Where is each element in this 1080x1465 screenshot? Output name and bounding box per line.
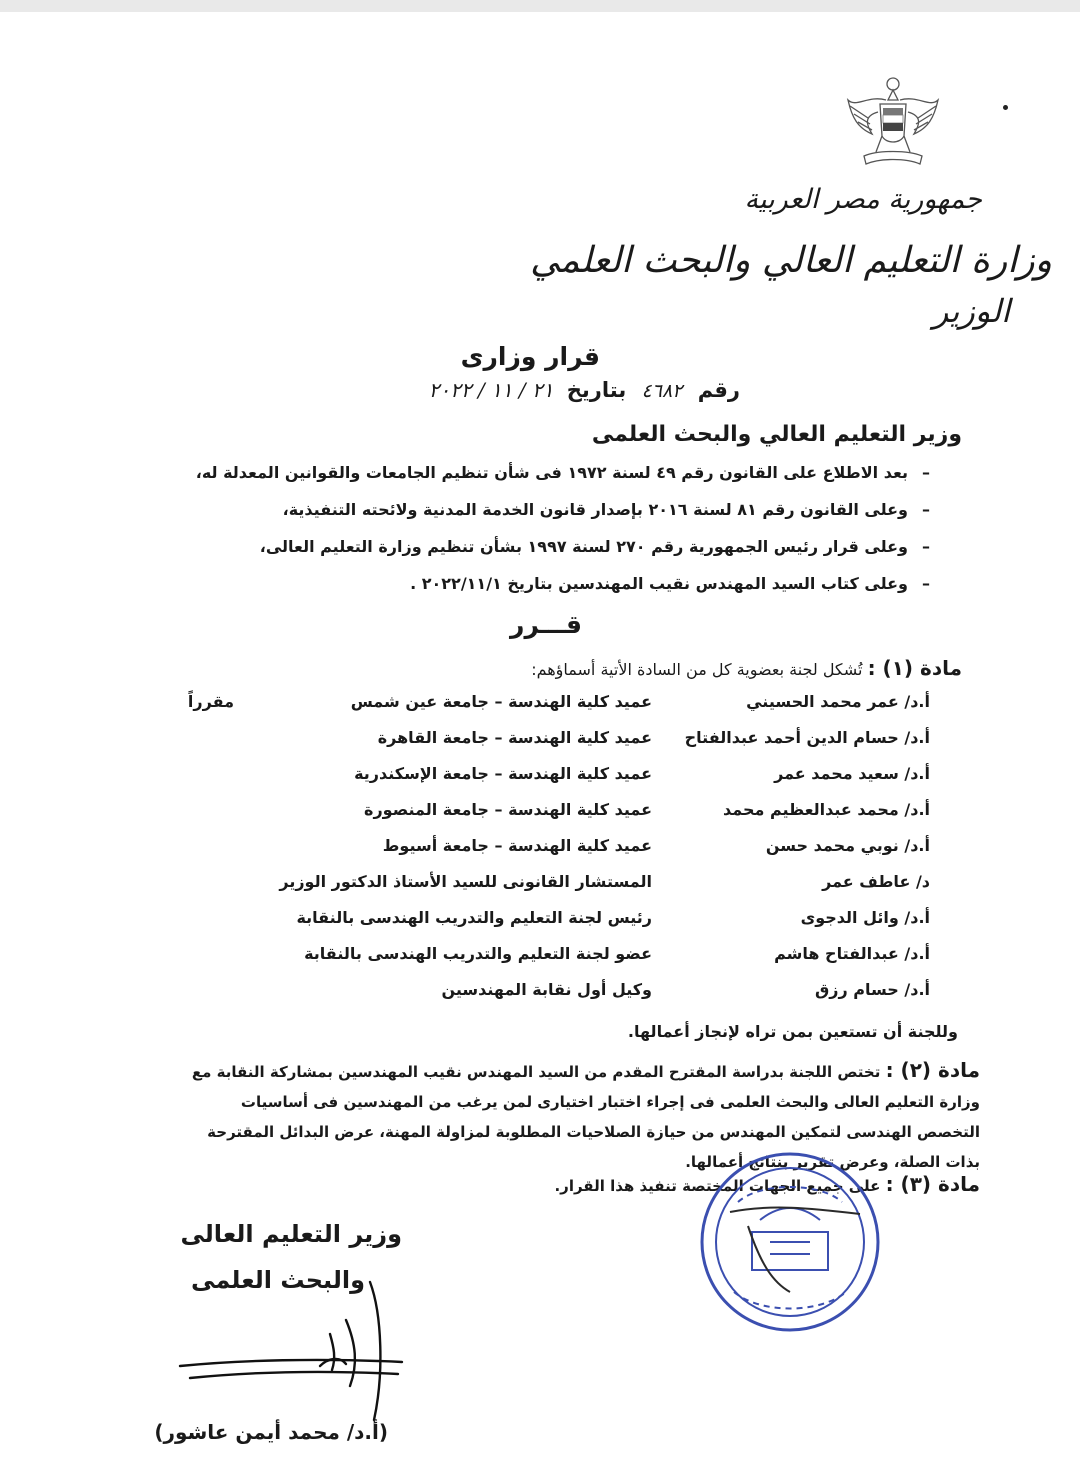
ministry-seal-stamp (690, 1142, 890, 1342)
member-role: عميد كلية الهندسة – جامعة أسيوط (382, 836, 652, 855)
decision-date: ٢١ / ١١ / ٢٠٢٢ (428, 378, 554, 402)
decision-number: ٤٦٨٢ (641, 380, 683, 402)
member-name: أ.د/ عمر محمد الحسيني (746, 692, 930, 711)
signatory-title-line1: وزير التعليم العالى (180, 1220, 402, 1248)
number-label: رقم (697, 378, 740, 402)
decision-title: قرار وزارى (460, 342, 600, 371)
scan-speck (1003, 105, 1008, 110)
article-1 (531, 656, 962, 680)
decree-word: قـــرر (510, 610, 582, 639)
minister-header: الوزير (932, 292, 1010, 330)
preamble-item: – وعلى القانون رقم ٨١ لسنة ٢٠١٦ بإصدار قانون الخدمة المدنية ولائحته التنفيذية، (90, 499, 930, 536)
member-role: عميد كلية الهندسة – جامعة القاهرة (377, 728, 652, 747)
member-row (150, 692, 930, 728)
article-2-label: مادة (٢) : (885, 1058, 980, 1082)
committee-members (150, 692, 930, 1016)
member-role: عميد كلية الهندسة – جامعة الإسكندرية (354, 764, 652, 783)
committee-help-note: وللجنة أن تستعين بمن تراه لإنجاز أعمالها. (627, 1022, 958, 1041)
member-name: أ.د/ حسام الدين أحمد عبدالفتاح (684, 728, 930, 747)
member-name: أ.د/ نوبي محمد حسن (765, 836, 930, 855)
member-name: د/ عاطف عمر (822, 872, 930, 891)
preamble-item: – وعلى كتاب السيد المهندس نقيب المهندسين بتاريخ ٢٠٢٢/١١/١ . (90, 573, 930, 610)
member-row (150, 800, 930, 836)
signatory-title-line2: والبحث العلمى (191, 1266, 365, 1294)
preamble-item: – وعلى قرار رئيس الجمهورية رقم ٢٧٠ لسنة ١٩٩٧ بشأن تنظيم وزارة التعليم العالى، (90, 536, 930, 573)
eagle-emblem-icon (838, 70, 948, 180)
article-3-text: على جميع الجهات المختصة تنفيذ هذا القرار. (554, 1177, 881, 1195)
republic-header: جمهورية مصر العربية (744, 184, 982, 215)
member-note: مقرراً (187, 692, 234, 711)
member-role: المستشار القانونى للسيد الأستاذ الدكتور الوزير (279, 872, 652, 891)
decision-number-line (423, 378, 740, 402)
member-role: عميد كلية الهندسة – جامعة المنصورة (364, 800, 652, 819)
article-2-text: تختص اللجنة بدراسة المقترح المقدم من السيد المهندس نقيب المهندسين بمشاركة النقابة مع وزارة التعليم العالى والبحث العلمى فى إجراء اختبار اختيارى لمن يرغب من المهندسين فى أساسيات التخصص الهندسى لتمكين المهندس من حيازة الصلاحيات المطلوبة لمزاولة المهنة، عرض البدائل المقترحة بذات الصلة، وعرض تقرير بنتائج أعمالها. (191, 1063, 980, 1171)
member-row (150, 980, 930, 1016)
member-name: أ.د/ حسام رزق (814, 980, 930, 999)
preamble-list (90, 462, 930, 610)
member-name: أ.د/ محمد عبدالعظيم محمد (722, 800, 930, 819)
member-row (150, 872, 930, 908)
signatory-name: (أ.د/ محمد أيمن عاشور) (154, 1420, 388, 1444)
member-role: عضو لجنة التعليم والتدريب الهندسى بالنقابة (304, 944, 652, 963)
member-row (150, 728, 930, 764)
handwritten-signature (170, 1274, 410, 1424)
member-role: عميد كلية الهندسة – جامعة عين شمس (350, 692, 652, 711)
issuing-minister: وزير التعليم العالي والبحث العلمى (591, 422, 962, 447)
member-name: أ.د/ سعيد محمد عمر (774, 764, 930, 783)
preamble-item: – بعد الاطلاع على القانون رقم ٤٩ لسنة ١٩٧٢ فى شأن تنظيم الجامعات والقوانين المعدلة له، (90, 462, 930, 499)
article-1-label: مادة (١) : (867, 656, 962, 680)
member-name: أ.د/ وائل الدجوى (800, 908, 930, 927)
member-row (150, 908, 930, 944)
article-1-text: تُشكل لجنة بعضوية كل من السادة الأتية أسماؤهم: (531, 660, 863, 679)
member-name: أ.د/ عبدالفتاح هاشم (774, 944, 930, 963)
member-role: رئيس لجنة التعليم والتدريب الهندسى بالنقابة (296, 908, 652, 927)
member-role: وكيل أول نقابة المهندسين (441, 980, 652, 999)
decree-document (0, 12, 1080, 1465)
member-row (150, 944, 930, 980)
member-row (150, 836, 930, 872)
member-row (150, 764, 930, 800)
ministry-header: وزارة التعليم العالي والبحث العلمي (530, 240, 1052, 281)
date-label: بتاريخ (566, 378, 627, 402)
top-band (0, 0, 1080, 12)
article-3-label: مادة (٣) : (885, 1172, 980, 1196)
